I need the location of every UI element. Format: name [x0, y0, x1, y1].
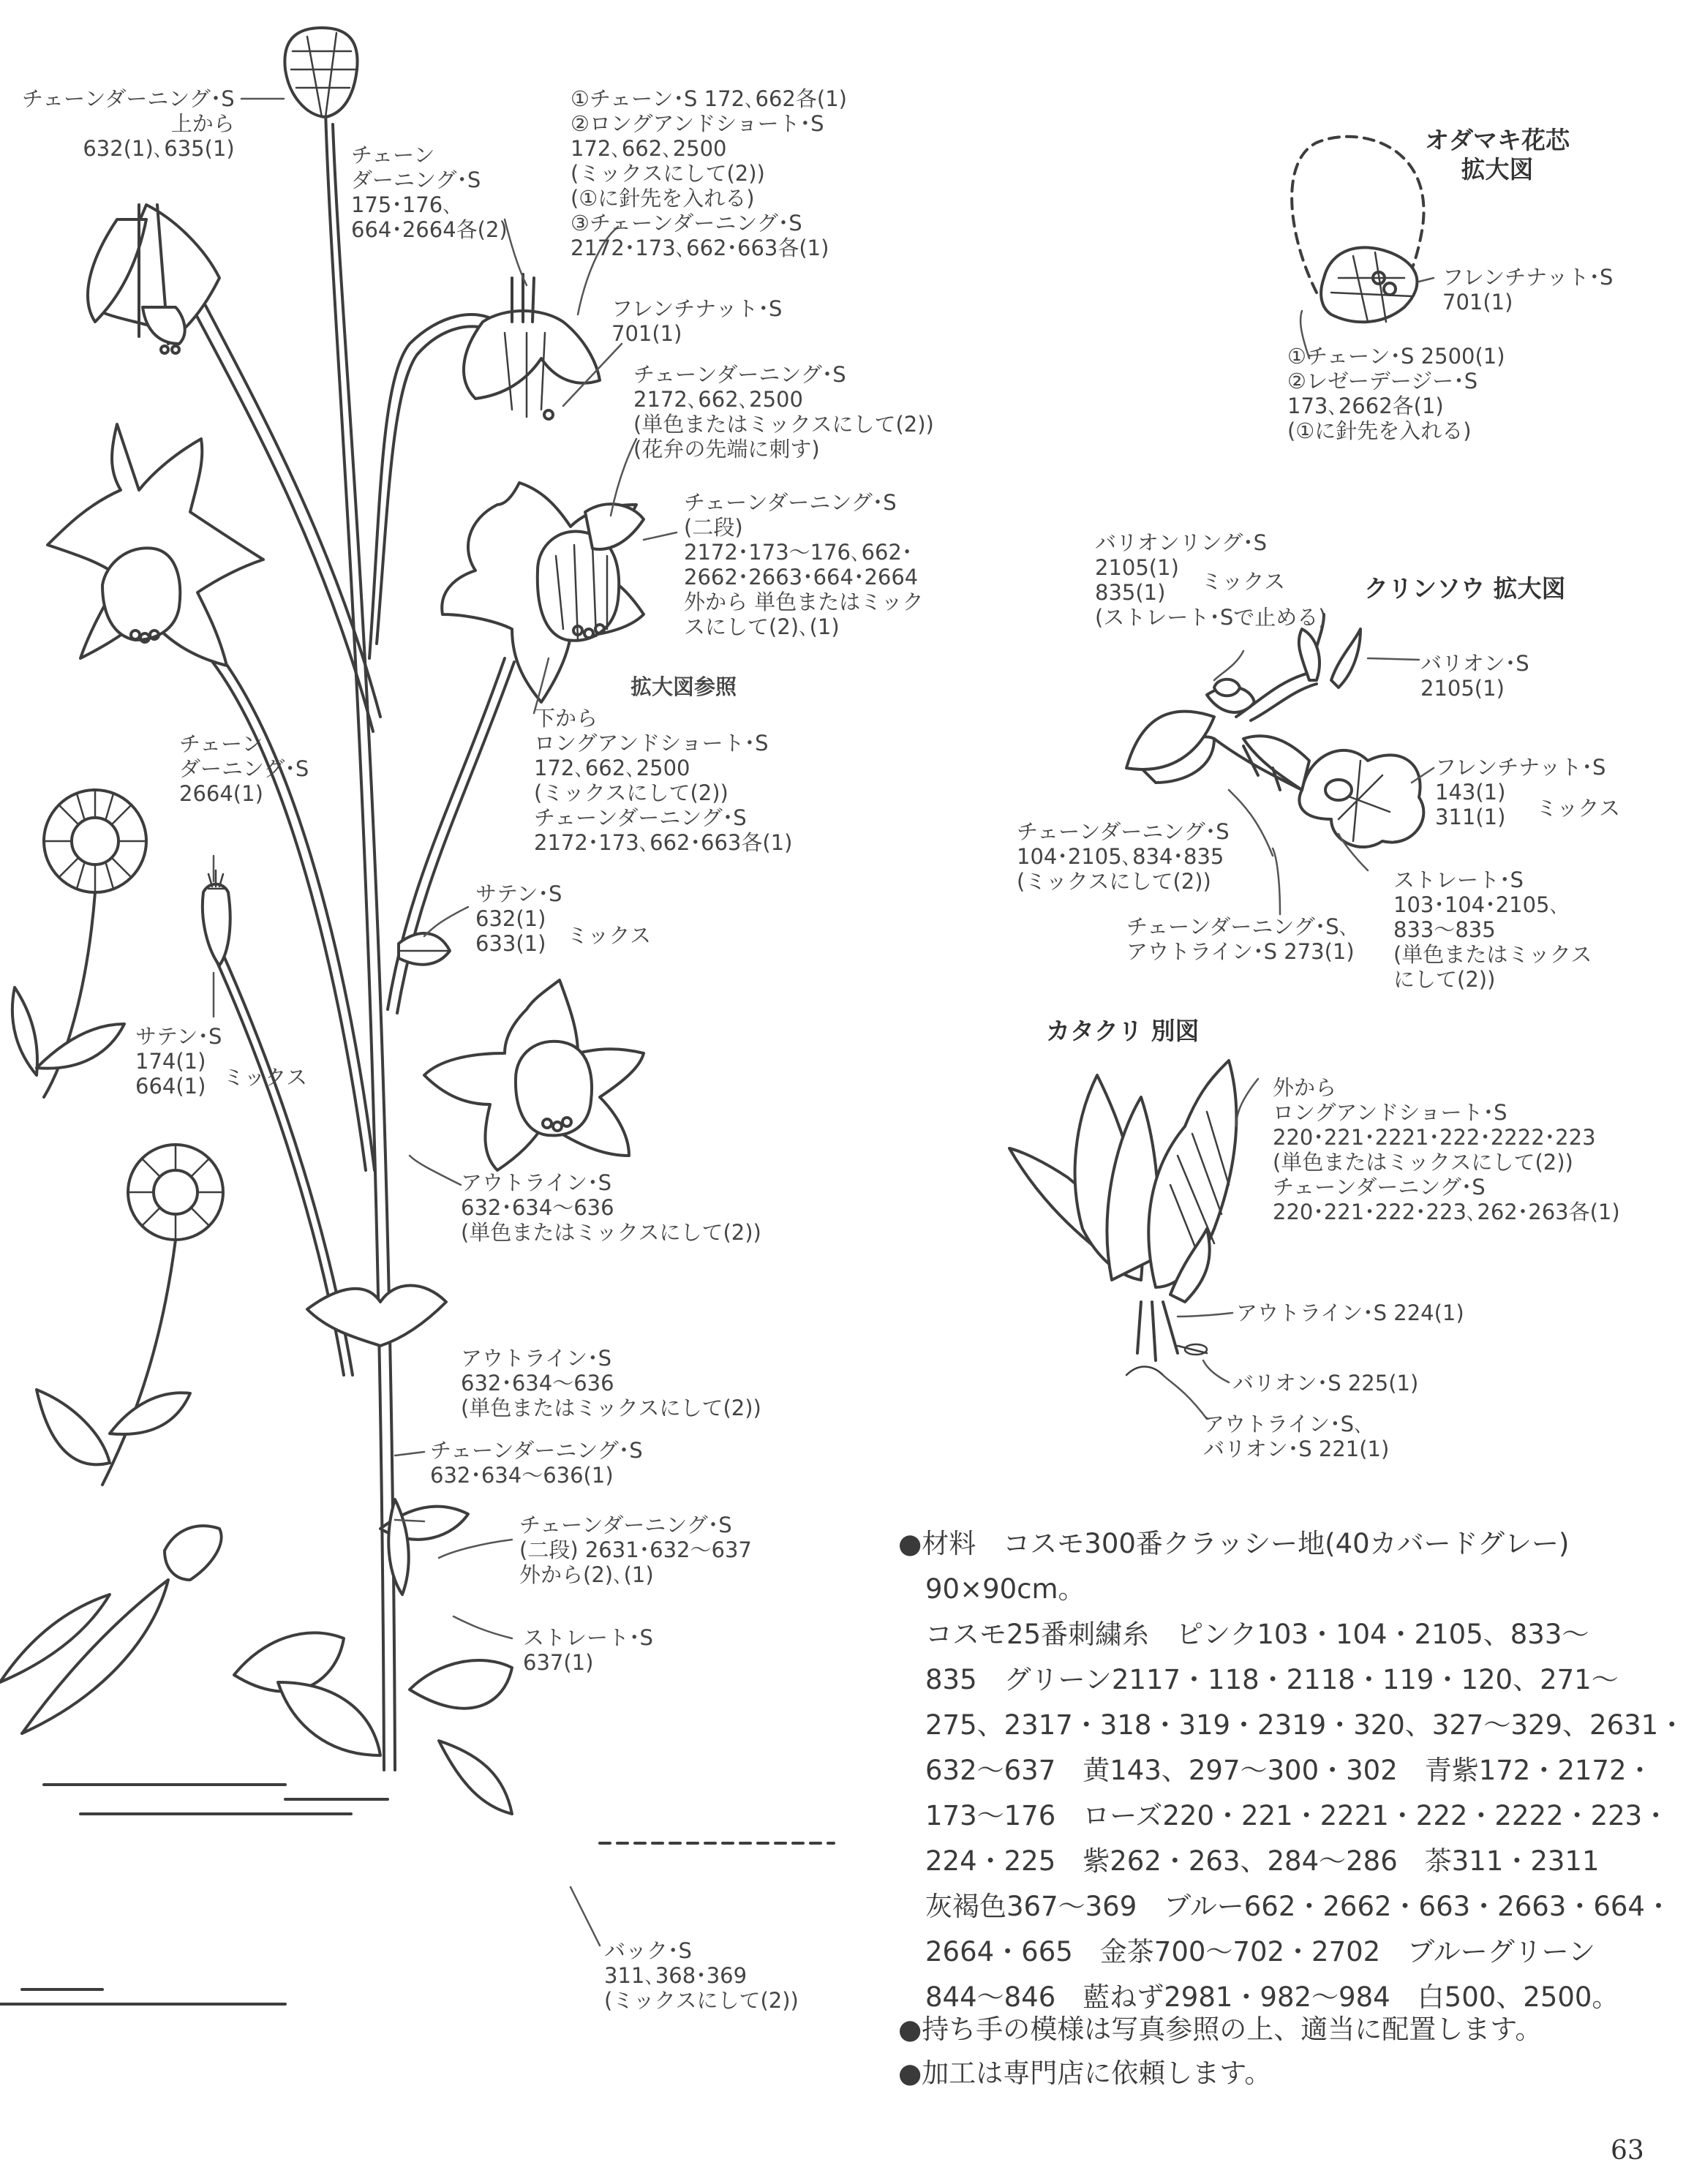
notes-list [898, 2008, 1542, 2095]
label-chain-darning-2664: チェーン ダーニング･S 2664(1) [179, 731, 309, 806]
label-back-311: バック･S 311､368･369 (ミックスにして(2)) [604, 1938, 799, 2013]
label-bullion-ring: バリオンリング･S 2105(1) 835(1) (ストレート･Sで止める) [1095, 530, 1327, 630]
materials-line: 835 グリーン2117・118・2118・119・120、271～ [898, 1664, 1619, 1695]
katakuri-diagram [1009, 1061, 1236, 1375]
stem-leaf [399, 933, 450, 965]
label-bullion-225: バリオン･S 225(1) [1232, 1371, 1419, 1396]
label-columbine-steps: ①チェーン･S 172､662各(1) ②ロングアンドショート･S 172､662､2500 (ミックスにして(2)) (①に針先を入れる) ③チェーンダーニング･S 2172･173､662･663各(1) [571, 86, 847, 260]
label-katakuri-steps: 外から ロングアンドショート･S 220･221･2221･222･2222･223 (単色またはミックスにして(2)) チェーンダーニング･S 220･221･222･223､262･263各(1) [1273, 1075, 1620, 1224]
label-satin-632: サテン･S 632(1) 633(1) [475, 881, 562, 956]
materials-list [898, 1521, 1686, 2020]
label-satin-632-mix: ミックス [567, 923, 652, 948]
label-outline-632-a: アウトライン･S 632･634～636 (単色またはミックスにして(2)) [461, 1170, 761, 1245]
label-see-enlarged: 拡大図参照 [630, 674, 737, 699]
materials-line: 173～176 ローズ220・221・2221・222・2222・223・ [898, 1800, 1670, 1831]
label-odamaki-french: フレンチナット･S 701(1) [1442, 265, 1614, 315]
label-chain-darning-bud: チェーンダーニング･S 上から 632(1)､635(1) [22, 86, 235, 161]
kurinsou-enlarged-diagram [1126, 614, 1423, 847]
materials-line: ●材料 コスモ300番クラッシー地(40カバードグレー) [898, 1528, 1570, 1559]
label-satin-174-mix: ミックス [223, 1065, 308, 1090]
materials-line: 90×90cm。 [898, 1573, 1085, 1605]
label-odamaki-steps: ①チェーン･S 2500(1) ②レゼーデージー･S 173､2662各(1) (①に針先を入れる) [1287, 344, 1505, 443]
label-chain-darning-2631: チェーンダーニング･S (二段) 2631･632～637 外から(2)､(1) [519, 1513, 752, 1587]
label-chain-darning-632: チェーンダーニング･S 632･634～636(1) [430, 1438, 643, 1488]
page-number: 63 [1611, 2136, 1644, 2166]
materials-line: 632～637 黄143、297～300・302 青紫172・2172・ [898, 1755, 1654, 1786]
top-bud [285, 28, 357, 117]
label-chain-outline-273: チェーンダーニング･S､ アウトライン･S 273(1) [1126, 914, 1355, 964]
note-line: ●持ち手の模様は写真参照の上、適当に配置します。 [898, 2014, 1543, 2045]
label-outline-bullion-221: アウトライン･S､ バリオン･S 221(1) [1203, 1412, 1390, 1461]
label-chain-darning-two-step: チェーンダーニング･S (二段) 2172･173～176､662･ 2662･2663･664･2664 外から 単色またはミック スにして(2)､(1) [684, 490, 924, 639]
odamaki-enlarged-diagram [1292, 137, 1423, 322]
title-katakuri: カタクリ 別図 [1046, 1017, 1200, 1045]
title-kurinsou-enlarged: クリンソウ 拡大図 [1364, 574, 1566, 603]
label-french-knot-701: フレンチナット･S 701(1) [611, 296, 783, 346]
label-straight-103: ストレート･S 103･104･2105､ 833～835 (単色またはミックス にして(2)) [1393, 867, 1592, 992]
satin-bud [203, 870, 230, 965]
label-outline-224: アウトライン･S 224(1) [1236, 1300, 1464, 1325]
label-chain-darning-104: チェーンダーニング･S 104･2105､834･835 (ミックスにして(2)) [1017, 819, 1230, 894]
label-bullion-ring-mix: ミックス [1201, 569, 1286, 594]
label-chain-darning-2172: チェーンダーニング･S 2172､662､2500 (単色またはミックスにして(2)) (花弁の先端に刺す) [633, 362, 934, 462]
materials-line: 844～846 藍ねず2981・982～984 白500、2500。 [898, 1981, 1619, 2013]
daisy-upper [12, 790, 146, 1097]
materials-line: 224・225 紫262・263、284～286 茶311・2311 [898, 1845, 1600, 1877]
lower-columbine [424, 980, 644, 1170]
title-odamaki-enlarged: オダマキ花芯 拡大図 [1425, 126, 1570, 184]
hanging-columbine-upper [464, 274, 600, 419]
materials-line: 275、2317・318・319・2319・320、327～329、2631・ [898, 1709, 1686, 1741]
center-columbine [442, 483, 644, 702]
label-straight-637: ストレート･S 637(1) [523, 1625, 653, 1675]
materials-line: コスモ25番刺繍糸 ピンク103・104・2105、833～ [898, 1619, 1589, 1650]
materials-line: 灰褐色367～369 ブルー662・2662・663・2663・664・ [898, 1891, 1672, 1922]
label-french-143: フレンチナット･S 143(1) 311(1) [1435, 755, 1606, 829]
daisy-lower [37, 1145, 223, 1485]
label-satin-174: サテン･S 174(1) 664(1) [135, 1024, 222, 1099]
hanging-columbine-left [88, 205, 219, 353]
star-columbine-left [48, 424, 263, 666]
label-outline-632-b: アウトライン･S 632･634～636 (単色またはミックスにして(2)) [461, 1346, 761, 1420]
label-french-143-mix: ミックス [1536, 796, 1621, 821]
materials-line: 2664・665 金茶700～702・2702 ブルーグリーン [898, 1936, 1595, 1968]
label-bullion-2105: バリオン･S 2105(1) [1420, 651, 1529, 701]
label-from-bottom: 下から ロングアンドショート･S 172､662､2500 (ミックスにして(2)) チェーンダーニング･S 2172･173､662･663各(1) [534, 706, 793, 855]
note-line: ●加工は専門店に依頼します。 [898, 2057, 1272, 2089]
lower-left-bud-leaves [0, 1526, 222, 1733]
label-chain-darning-175: チェーン ダーニング･S 175･176､ 664･2664各(2) [351, 143, 508, 242]
